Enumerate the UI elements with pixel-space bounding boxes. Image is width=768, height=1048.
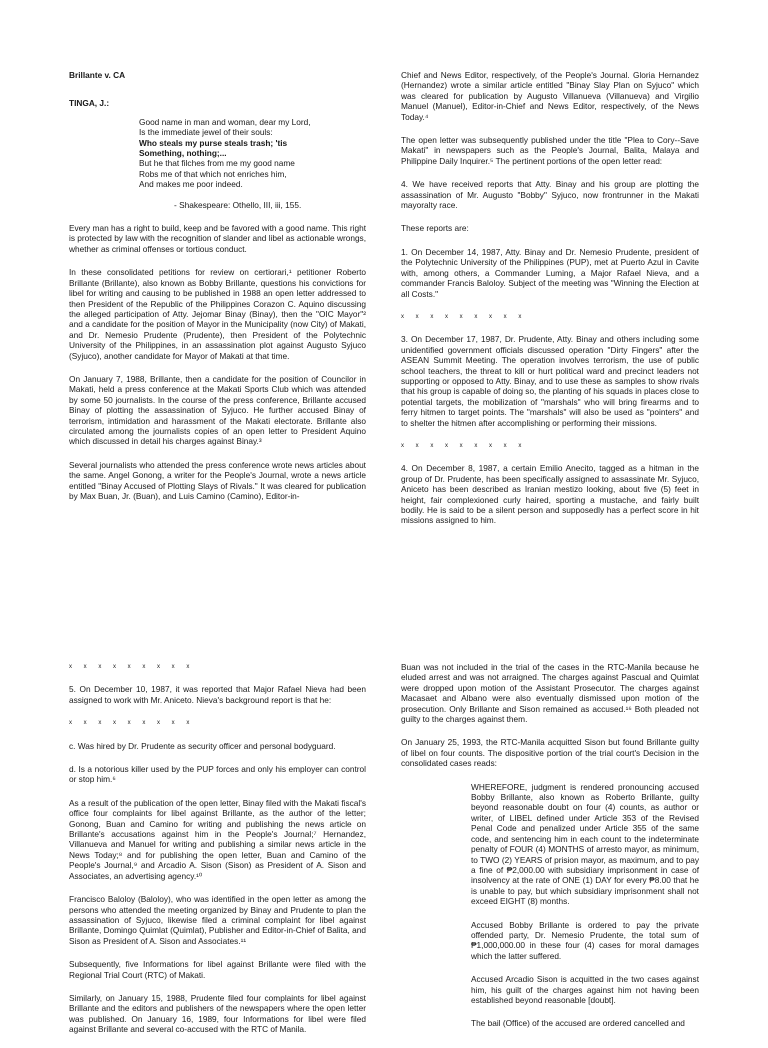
paragraph: Every man has a right to build, keep and be favored with a good name. This right is protected by law with the recognition of slander and libel as actionable wrongs, whether as criminal offenses or tortious conduct. (69, 223, 367, 254)
paragraph: In these consolidated petitions for review on certiorari,¹ petitioner Roberto Brillante (Brillante), also known as Bobby Brillante, questions his convictions for libel for writing and causing to be published in 1988 an open letter addressed to then President of the Republic of the Philippines Corazon C. Aquino discussing the alleged participation of Atty. Jejomar Binay (Binay), then the "OIC Mayor"² and a candidate for the position of Mayor in the Municipality (now City) of Makati, and Dr. Nemesio Prudente (Prudente), then President of the Polytechnic University of the Philippines, in an assassination plot against Augusto Syjuco (Syjuco), another candidate for Mayor of Makati at that time. (69, 267, 366, 361)
paragraph: These reports are: (401, 223, 469, 234)
column-1 (69, 70, 366, 514)
paragraph: 1. On December 14, 1987, Atty. Binay and Dr. Nemesio Prudente, president of the Polytechnic University of the Philippines (PUP), met at Puerto Azul in Cavite with, among others, a Commander Luming, a Major Rafael Nieva, and a commander Francis Baloloy. Subject of the meeting was "Winning the Election at all Costs." (401, 246, 699, 299)
ellipsis-marker: x x x x x x x x x (401, 313, 522, 320)
paragraph: The open letter was subsequently published under the title "Plea to Cory--Save Makati" in newspapers such as the People's Journal, Balita, Malaya and Philippine Daily Inquirer.⁵ The pertinent portions of the open letter read: (401, 135, 699, 166)
paragraph: 5. On December 10, 1987, it was reported that Major Rafael Nieva had been assigned to work with Mr. Aniceto. Nieva's background report is that he: (69, 684, 366, 705)
ellipsis-marker: x x x x x x x x x (69, 664, 190, 670)
poem-line: Good name in man and woman, dear my Lord, (139, 116, 311, 127)
column-3 (69, 662, 366, 1048)
column-4 (401, 662, 699, 1042)
decision-quote: WHEREFORE, judgment is rendered pronouncing accused Bobby Brillante, also known as Roberto Brillante, guilty beyond reasonable doubt on four (4) counts, as author or writer, of LIBEL defined under Article 353 of the Revised Penal Code and penalized under Article 355 of the same code, and sentencing him in each count to the indeterminate penalty of FOUR (4) MONTHS of arresto mayor, as minimum, to TWO (2) YEARS of prision mayor, as maximum, and to pay a fine of ₱2,000.00 with subsidiary imprisonment in case of insolvency at the rate of ONE (1) DAY for every ₱8.00 that he is unable to pay, but which subsidiary imprisonment shall not exceed EIGHT (8) months. (471, 781, 699, 907)
poem-line: Who steals my purse steals trash; 'tis (139, 137, 288, 148)
poem-line: Robs me of that which not enriches him, (139, 168, 287, 179)
paragraph: Buan was not included in the trial of the cases in the RTC-Manila because he eluded arrest and was not arraigned. The charges against Pascual and Quimlat were dropped upon motion of the Assistant Prosecutor. The charges against Macasaet and Albano were also eventually dismissed upon motion of the prosecution. Only Brillante and Sison remained as accused.¹⁶ Both pleaded not guilty to the charges against them. (401, 662, 699, 725)
decision-quote: Accused Arcadio Sison is acquitted in the two cases against him, his guilt of the charges against him not having been established beyond reasonable [doubt]. (471, 974, 699, 1005)
ellipsis-marker: x x x x x x x x x (69, 720, 190, 727)
paragraph: Several journalists who attended the press conference wrote news articles about the same. Angel Gonong, a writer for the People's Journal, wrote a news article entitled "Binay Accused of Plotting Slays of Rivals." It was cleared for publication by Max Buan, Jr. (Buan), and Luis Camino (Camino), Editor-in- (69, 459, 366, 501)
column-2 (401, 70, 699, 539)
poem-line: And makes me poor indeed. (139, 179, 243, 190)
paragraph: Francisco Baloloy (Baloloy), who was identified in the open letter as among the persons who attended the meeting organized by Binay and Prudente to plan the assassination of Syjuco, likewise filed a criminal complaint for libel against Brillante, Domingo Quimlat (Quimlat), Publisher and Editor-in-Chief of Balita, and Sison as President of A. Sison and Associates.¹¹ (69, 894, 366, 946)
poem-line: Is the immediate jewel of their souls: (139, 127, 273, 138)
ellipsis-marker: x x x x x x x x x (401, 442, 522, 449)
paragraph: c. Was hired by Dr. Prudente as security officer and personal bodyguard. (69, 740, 336, 751)
paragraph: On January 7, 1988, Brillante, then a candidate for the position of Councilor in Makati, held a press conference at the Makati Sports Club which was attended by some 50 journalists. In the course of the press conference, Brillante accused Binay of plotting the assassination of Syjuco. He further accused Binay of terrorism, intimidation and harassment of the Makati electorate. Brillante also circulated among the journalists copies of an open letter to President Aquino which discussed in detail his charges against Binay.³ (69, 373, 366, 447)
poem-line: Something, nothing;... (139, 148, 227, 159)
paragraph: As a result of the publication of the open letter, Binay filed with the Makati fiscal's office four complaints for libel against Brillante, as the author of the letter; Gonong, Buan and Camino for writing and publishing the news article on Brillante's accusations against him in the People's Journal;⁷ Hernandez, Villanueva and Manuel for writing and publishing a similar news article in the News Today;⁸ and for publishing the open letter, Buan and Camino of the People's Journal,⁹ and Arcadio A. Sison (Sison) as President of A. Sison and Associates, an advertising agency.¹⁰ (69, 797, 366, 881)
paragraph: 3. On December 17, 1987, Dr. Prudente, Atty. Binay and others including some unidentified government officials discussed operation "Dirty Fingers" after the ASEAN Summit Meeting. The operation involves terrorism, the use of public school teachers, the threat to kill or hurt political ward and precinct leaders not supporting or opposed to Atty. Binay, and to use these as samples to show rivals that his group is capable of doing so, the planting of his squads in places close to potential targets, the mobilization of "marshals" who will bring firearms and to ferry hitmen to target points. The "marshals" will also be used as "pointers" and to shelter the hitmen after accomplishing or performing their missions. (401, 334, 699, 428)
paragraph: Chief and News Editor, respectively, of the People's Journal. Gloria Hernandez (Hernandez) wrote a similar article entitled "Binay Slay Plan on Syjuco" which was cleared for publication by Augusto Villanueva (Villanueva) and Virgilio Manuel (Manuel), Editor-in-Chief and News Editor, respectively, of the News Today.⁴ (401, 70, 699, 122)
paragraph: 4. On December 8, 1987, a certain Emilio Anecito, tagged as a hitman in the group of Dr. Prudente, has been specifically assigned to assassinate Mr. Syjuco, Aniceto has been described as Iranian mestizo looking, about five (5) feet in height, fair complexioned curly haired, sporting a mustache, and fairly built bodily. He is said to be a silent person and supposedly has a perfect score in hit missions assigned to him. (401, 463, 699, 526)
epigraph-attribution: - Shakespeare: Othello, III, iii, 155. (174, 199, 302, 210)
decision-quote: The bail (Office) of the accused are ordered cancelled and (471, 1018, 685, 1029)
paragraph: On January 25, 1993, the RTC-Manila acquitted Sison but found Brillante guilty of libel on four counts. The dispositive portion of the trial court's Decision in the consolidated cases reads: (401, 737, 699, 769)
paragraph: 4. We have received reports that Atty. Binay and his group are plotting the assassination of Mr. Augusto "Bobby" Syjuco, now frontrunner in the Makati mayoralty race. (401, 179, 699, 211)
case-title: Brillante v. CA (69, 70, 126, 80)
decision-quote: Accused Bobby Brillante is ordered to pay the private offended party, Dr. Nemesio Prudente, the total sum of ₱1,000,000.00 in these four (4) cases for moral damages which the latter suffered. (471, 919, 699, 961)
paragraph: d. Is a notorious killer used by the PUP forces and only his employer can control or stop him.⁶ (69, 764, 366, 785)
epigraph (139, 117, 366, 190)
paragraph: Subsequently, five Informations for libel against Brillante were filed with the Regional Trial Court (RTC) of Makati. (69, 959, 366, 980)
poem-line: But he that filches from me my good name (139, 158, 295, 169)
ponente: TINGA, J.: (69, 98, 110, 109)
paragraph: Similarly, on January 15, 1988, Prudente filed four complaints for libel against Brillante and the editors and publishers of the newspapers where the open letter was published. On January 16, 1989, four Informations for libel were filed against Brillante and several co-accused with the RTC of Manila. (69, 992, 366, 1035)
